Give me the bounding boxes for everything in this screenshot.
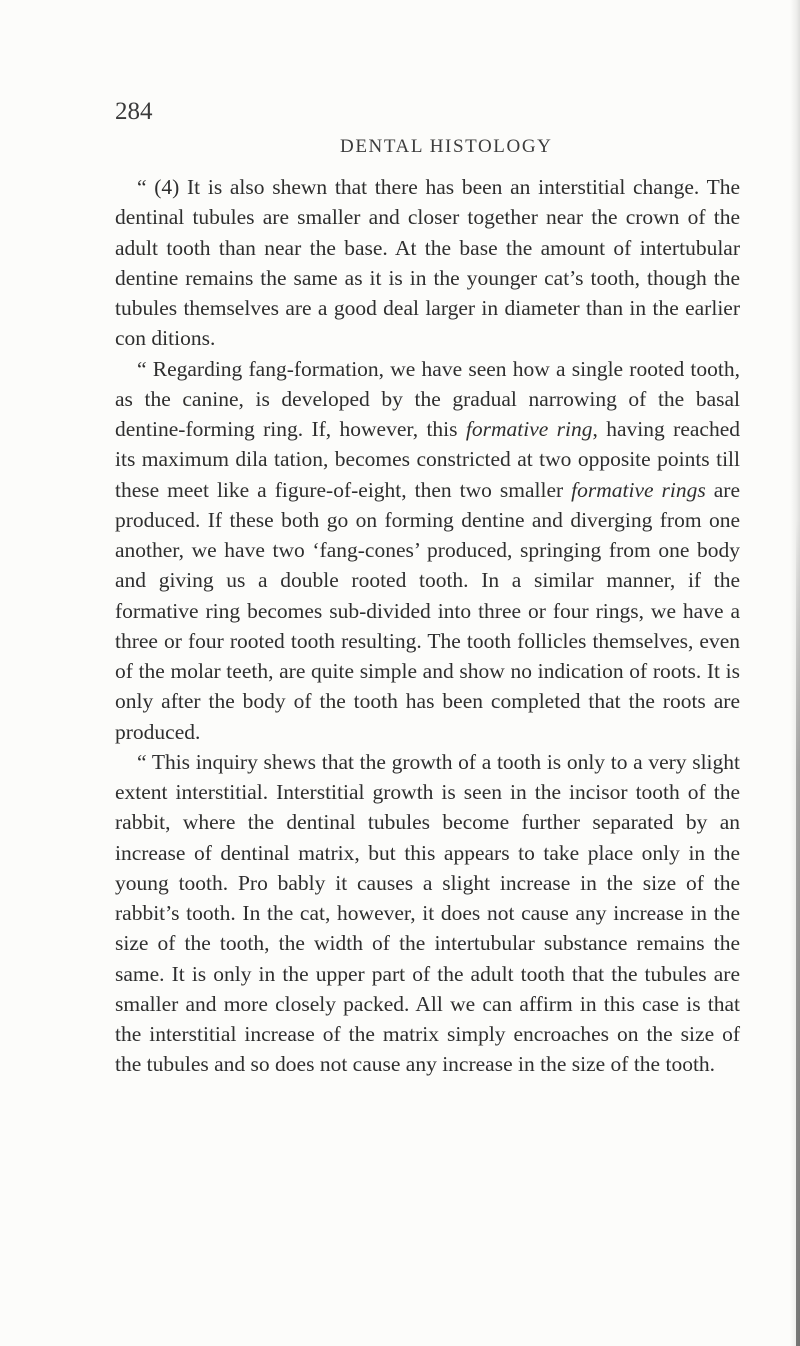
- paragraph-growth-inquiry: [115, 747, 740, 1080]
- paragraph-interstitial-change: [115, 172, 740, 354]
- paragraph-text: , having reached its maximum dila tation, becomes constricted at two opposite points till these meet like a figure-of-eight, then two smaller: [115, 417, 740, 502]
- page-edge-mark: [796, 520, 800, 1346]
- italic-term: formative rings: [571, 477, 706, 502]
- paragraph-text: are produced. If these both go on forming dentine and diverging from one another, we have two ‘fang-cones’ produced, springing from one body and giving us a double rooted tooth. In a similar manner, if the formative ring becomes sub-divided into three or four rings, we have a three or four rooted tooth resulting. The tooth follicles themselves, even of the molar teeth, are quite simple and show no indication of roots. It is only after the body of the tooth has been completed that the roots are produced.: [115, 477, 741, 744]
- paragraph-text: “ (4) It is also shewn that there has been an interstitial change. The dentinal tubules are smaller and closer together near the crown of the adult tooth than near the base. At the base the amount of intertubular dentine remains the same as it is in the younger cat’s tooth, though the tubules themselves are a good deal larger in diameter than in the earlier con ditions.: [115, 175, 740, 351]
- page-number: 284: [115, 98, 153, 125]
- paragraph-text: “ Regarding fang-formation, we have seen how a single rooted tooth, as the canine, is developed by the gradual narrowing of the basal dentine-forming ring. If, however, this: [115, 356, 740, 441]
- body-text: [115, 172, 740, 1080]
- paragraph-text: “ This inquiry shews that the growth of a tooth is only to a very slight extent interstitial. Interstitial growth is seen in the incisor tooth of the rabbit, where the dentinal tubules become further separated by an increase of dentinal matrix, but this appears to take place only in the young tooth. Pro bably it causes a slight increase in the size of the rabbit’s tooth. In the cat, however, it does not cause any increase in the size of the tooth, the width of the intertubular substance remains the same. It is only in the upper part of the adult tooth that the tubules are smaller and more closely packed. All we can affirm in this case is that the interstitial increase of the matrix simply encroaches on the size of the tubules and so does not cause any increase in the size of the tooth.: [115, 749, 740, 1077]
- running-head: DENTAL HISTOLOGY: [340, 136, 553, 157]
- paragraph-fang-formation: [115, 354, 740, 747]
- italic-term: formative ring: [465, 417, 593, 441]
